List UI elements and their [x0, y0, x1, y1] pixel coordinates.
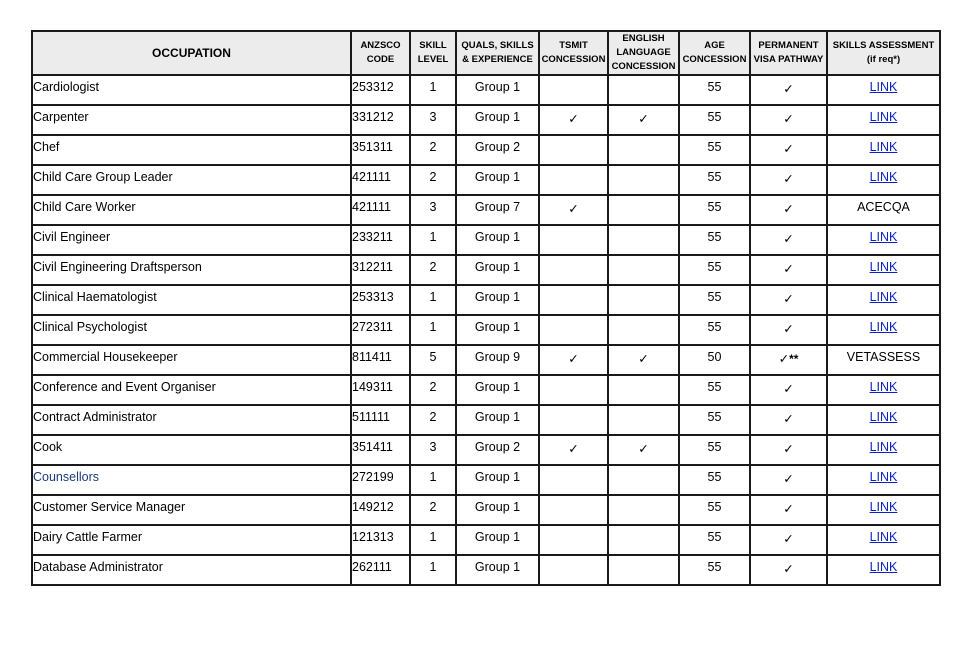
skills-assessment-link[interactable]: LINK	[869, 110, 898, 124]
skill-level-cell: 3	[410, 195, 456, 225]
pathway-check-icon: ✓	[783, 382, 794, 396]
quals-cell: Group 9	[456, 345, 539, 375]
pathway-check-icon: ✓	[783, 412, 794, 426]
tsmit-check-icon	[539, 405, 608, 435]
skill-level-cell: 1	[410, 525, 456, 555]
table-row	[32, 195, 940, 225]
quals-cell: Group 1	[456, 465, 539, 495]
occupation-name: Database Administrator	[33, 560, 163, 574]
pathway-cell	[750, 405, 827, 435]
skill-level-cell: 1	[410, 225, 456, 255]
table-row	[32, 555, 940, 585]
occupation-cell	[32, 345, 351, 375]
tsmit-check-icon	[539, 375, 608, 405]
table-row	[32, 165, 940, 195]
occupation-name: Carpenter	[33, 110, 89, 124]
header-permanent-visa-pathway: PERMANENT VISA PATHWAY	[750, 31, 827, 75]
skills-assessment-cell[interactable]	[827, 495, 940, 525]
english-check-icon	[608, 495, 679, 525]
anzsco-code-cell: 272199	[351, 465, 410, 495]
header-occupation: OCCUPATION	[32, 31, 351, 75]
age-concession-cell: 55	[679, 405, 750, 435]
occupation-cell	[32, 75, 351, 105]
english-check-icon	[608, 255, 679, 285]
pathway-cell	[750, 195, 827, 225]
pathway-cell	[750, 525, 827, 555]
header-age-concession: AGE CONCESSION	[679, 31, 750, 75]
pathway-cell	[750, 75, 827, 105]
occupation-link[interactable]: Counsellors	[33, 470, 100, 484]
pathway-check-icon: ✓	[783, 322, 794, 336]
skill-level-cell: 2	[410, 135, 456, 165]
skills-assessment-cell[interactable]	[827, 165, 940, 195]
age-concession-cell: 55	[679, 195, 750, 225]
skill-level-cell: 1	[410, 465, 456, 495]
skills-assessment-body: VETASSESS	[846, 350, 921, 364]
skills-assessment-link[interactable]: LINK	[869, 470, 898, 484]
table-row	[32, 315, 940, 345]
age-concession-cell: 55	[679, 75, 750, 105]
anzsco-code-cell: 253312	[351, 75, 410, 105]
occupation-name: Child Care Worker	[33, 200, 136, 214]
skills-assessment-cell	[827, 195, 940, 225]
occupation-name: Civil Engineering Draftsperson	[33, 260, 202, 274]
pathway-check-icon: ✓	[783, 142, 794, 156]
quals-cell: Group 1	[456, 315, 539, 345]
pathway-check-icon: ✓	[783, 82, 794, 96]
quals-cell: Group 1	[456, 495, 539, 525]
occupation-cell	[32, 555, 351, 585]
pathway-check-icon: ✓	[783, 232, 794, 246]
skills-assessment-link[interactable]: LINK	[869, 530, 898, 544]
anzsco-code-cell: 253313	[351, 285, 410, 315]
anzsco-code-cell: 149212	[351, 495, 410, 525]
pathway-check-icon: ✓	[783, 472, 794, 486]
anzsco-code-cell: 233211	[351, 225, 410, 255]
english-check-icon	[608, 285, 679, 315]
tsmit-check-icon	[539, 255, 608, 285]
anzsco-code-cell: 262111	[351, 555, 410, 585]
occupation-cell	[32, 405, 351, 435]
english-check-icon: ✓	[608, 105, 679, 135]
tsmit-check-icon	[539, 165, 608, 195]
skills-assessment-cell[interactable]	[827, 135, 940, 165]
skills-assessment-link[interactable]: LINK	[869, 560, 898, 574]
age-concession-cell: 55	[679, 225, 750, 255]
english-check-icon	[608, 555, 679, 585]
quals-cell: Group 1	[456, 555, 539, 585]
pathway-check-icon: ✓	[783, 442, 794, 456]
anzsco-code-cell: 331212	[351, 105, 410, 135]
occupation-cell	[32, 135, 351, 165]
occupation-cell	[32, 495, 351, 525]
age-concession-cell: 55	[679, 435, 750, 465]
age-concession-cell: 55	[679, 135, 750, 165]
occupation-cell	[32, 195, 351, 225]
skills-assessment-cell[interactable]	[827, 255, 940, 285]
skills-assessment-body: ACECQA	[857, 200, 910, 214]
table-row	[32, 75, 940, 105]
skill-level-cell: 2	[410, 375, 456, 405]
age-concession-cell: 55	[679, 105, 750, 135]
skills-assessment-link[interactable]: LINK	[869, 380, 898, 394]
skills-assessment-link[interactable]: LINK	[869, 80, 898, 94]
pathway-check-icon: ✓	[778, 352, 790, 366]
skills-assessment-cell[interactable]	[827, 465, 940, 495]
skill-level-cell: 3	[410, 105, 456, 135]
occupation-name: Clinical Haematologist	[33, 290, 157, 304]
skill-level-cell: 2	[410, 405, 456, 435]
table-row	[32, 405, 940, 435]
quals-cell: Group 2	[456, 435, 539, 465]
table-header	[32, 31, 940, 75]
skills-assessment-link[interactable]: LINK	[869, 410, 898, 424]
anzsco-code-cell: 351411	[351, 435, 410, 465]
pathway-check-icon: ✓	[783, 532, 794, 546]
anzsco-code-cell: 149311	[351, 375, 410, 405]
table-row	[32, 225, 940, 255]
pathway-cell	[750, 465, 827, 495]
table-row	[32, 105, 940, 135]
tsmit-check-icon: ✓	[539, 435, 608, 465]
occupation-cell	[32, 225, 351, 255]
pathway-check-icon: ✓	[783, 172, 794, 186]
tsmit-check-icon	[539, 525, 608, 555]
occupation-cell	[32, 105, 351, 135]
occupation-name: Contract Administrator	[33, 410, 157, 424]
tsmit-check-icon	[539, 555, 608, 585]
age-concession-cell: 55	[679, 255, 750, 285]
tsmit-check-icon: ✓	[539, 195, 608, 225]
tsmit-check-icon	[539, 225, 608, 255]
occupation-name: Cook	[33, 440, 63, 454]
skills-assessment-cell[interactable]	[827, 225, 940, 255]
pathway-cell	[750, 435, 827, 465]
skills-assessment-link[interactable]: LINK	[869, 320, 898, 334]
skills-assessment-cell[interactable]	[827, 435, 940, 465]
skill-level-cell: 2	[410, 495, 456, 525]
table-body	[32, 75, 940, 585]
age-concession-cell: 55	[679, 495, 750, 525]
skill-level-cell: 5	[410, 345, 456, 375]
english-check-icon	[608, 465, 679, 495]
table-row	[32, 525, 940, 555]
header-tsmit-concession: TSMIT CONCESSION	[539, 31, 608, 75]
anzsco-code-cell: 421111	[351, 165, 410, 195]
pathway-check-icon: ✓	[783, 562, 794, 576]
english-check-icon: ✓	[608, 345, 679, 375]
pathway-cell	[750, 255, 827, 285]
anzsco-code-cell: 811411	[351, 345, 410, 375]
occupation-name: Child Care Group Leader	[33, 170, 173, 184]
table-row	[32, 375, 940, 405]
occupation-cell	[32, 285, 351, 315]
header-skills-assessment: SKILLS ASSESSMENT (if req*)	[827, 31, 940, 75]
skill-level-cell: 1	[410, 315, 456, 345]
quals-cell: Group 2	[456, 135, 539, 165]
pathway-cell	[750, 345, 827, 375]
occupation-cell	[32, 525, 351, 555]
tsmit-check-icon	[539, 315, 608, 345]
tsmit-check-icon	[539, 75, 608, 105]
quals-cell: Group 1	[456, 255, 539, 285]
skills-assessment-link[interactable]: LINK	[869, 140, 898, 154]
age-concession-cell: 50	[679, 345, 750, 375]
quals-cell: Group 7	[456, 195, 539, 225]
quals-cell: Group 1	[456, 525, 539, 555]
pathway-check-icon: ✓	[783, 502, 794, 516]
anzsco-code-cell: 351311	[351, 135, 410, 165]
occupation-name: Cardiologist	[33, 80, 100, 94]
quals-cell: Group 1	[456, 75, 539, 105]
header-skill-level: SKILL LEVEL	[410, 31, 456, 75]
english-check-icon	[608, 405, 679, 435]
pathway-cell	[750, 315, 827, 345]
anzsco-code-cell: 272311	[351, 315, 410, 345]
header-row	[32, 31, 940, 75]
occupation-name: Dairy Cattle Farmer	[33, 530, 143, 544]
skills-assessment-cell[interactable]	[827, 105, 940, 135]
occupation-cell	[32, 255, 351, 285]
skill-level-cell: 1	[410, 555, 456, 585]
age-concession-cell: 55	[679, 525, 750, 555]
skills-assessment-cell[interactable]	[827, 555, 940, 585]
age-concession-cell: 55	[679, 375, 750, 405]
quals-cell: Group 1	[456, 105, 539, 135]
quals-cell: Group 1	[456, 405, 539, 435]
pathway-check-icon: ✓	[783, 202, 794, 216]
tsmit-check-icon	[539, 285, 608, 315]
occupation-name: Commercial Housekeeper	[33, 350, 178, 364]
table-row	[32, 465, 940, 495]
table-row	[32, 345, 940, 375]
tsmit-check-icon	[539, 135, 608, 165]
tsmit-check-icon	[539, 495, 608, 525]
skill-level-cell: 1	[410, 75, 456, 105]
tsmit-check-icon: ✓	[539, 345, 608, 375]
table-row	[32, 255, 940, 285]
occupation-cell	[32, 435, 351, 465]
quals-cell: Group 1	[456, 225, 539, 255]
table-row	[32, 435, 940, 465]
anzsco-code-cell: 312211	[351, 255, 410, 285]
pathway-cell	[750, 495, 827, 525]
anzsco-code-cell: 421111	[351, 195, 410, 225]
english-check-icon	[608, 135, 679, 165]
occupation-cell	[32, 375, 351, 405]
skills-assessment-cell[interactable]	[827, 375, 940, 405]
pathway-note: **	[789, 352, 799, 366]
tsmit-check-icon: ✓	[539, 105, 608, 135]
anzsco-code-cell: 511111	[351, 405, 410, 435]
occupation-name: Customer Service Manager	[33, 500, 186, 514]
header-anzsco-code: ANZSCO CODE	[351, 31, 410, 75]
english-check-icon	[608, 165, 679, 195]
occupation-name: Civil Engineer	[33, 230, 111, 244]
skills-assessment-cell[interactable]	[827, 405, 940, 435]
english-check-icon: ✓	[608, 435, 679, 465]
skill-level-cell: 2	[410, 255, 456, 285]
english-check-icon	[608, 195, 679, 225]
skills-assessment-cell[interactable]	[827, 75, 940, 105]
pathway-cell	[750, 375, 827, 405]
header-english-language-concession: ENGLISH LANGUAGE CONCESSION	[608, 31, 679, 75]
pathway-cell	[750, 105, 827, 135]
pathway-check-icon: ✓	[783, 262, 794, 276]
occupation-cell	[32, 315, 351, 345]
english-check-icon	[608, 75, 679, 105]
pathway-check-icon: ✓	[783, 292, 794, 306]
skill-level-cell: 1	[410, 285, 456, 315]
quals-cell: Group 1	[456, 375, 539, 405]
quals-cell: Group 1	[456, 165, 539, 195]
quals-cell: Group 1	[456, 285, 539, 315]
pathway-cell	[750, 135, 827, 165]
age-concession-cell: 55	[679, 465, 750, 495]
skill-level-cell: 2	[410, 165, 456, 195]
age-concession-cell: 55	[679, 555, 750, 585]
occupation-cell[interactable]	[32, 465, 351, 495]
skills-assessment-cell[interactable]	[827, 315, 940, 345]
skills-assessment-cell	[827, 345, 940, 375]
occupation-name: Conference and Event Organiser	[33, 380, 216, 394]
anzsco-code-cell: 121313	[351, 525, 410, 555]
age-concession-cell: 55	[679, 165, 750, 195]
english-check-icon	[608, 225, 679, 255]
pathway-check-icon: ✓	[783, 112, 794, 126]
pathway-cell	[750, 285, 827, 315]
skills-assessment-link[interactable]: LINK	[869, 290, 898, 304]
skills-assessment-cell[interactable]	[827, 285, 940, 315]
age-concession-cell: 55	[679, 285, 750, 315]
table-row	[32, 135, 940, 165]
pathway-cell	[750, 165, 827, 195]
table-row	[32, 495, 940, 525]
table-row	[32, 285, 940, 315]
skills-assessment-link[interactable]: LINK	[869, 170, 898, 184]
occupation-name: Chef	[33, 140, 60, 154]
occupation-table	[31, 30, 941, 586]
tsmit-check-icon	[539, 465, 608, 495]
skills-assessment-link[interactable]: LINK	[869, 260, 898, 274]
pathway-cell	[750, 225, 827, 255]
occupation-name: Clinical Psychologist	[33, 320, 147, 334]
occupation-cell	[32, 165, 351, 195]
skills-assessment-link[interactable]: LINK	[869, 500, 898, 514]
header-quals-skills-experience: QUALS, SKILLS & EXPERIENCE	[456, 31, 539, 75]
skill-level-cell: 3	[410, 435, 456, 465]
pathway-cell	[750, 555, 827, 585]
skills-assessment-link[interactable]: LINK	[869, 440, 898, 454]
skills-assessment-link[interactable]: LINK	[869, 230, 898, 244]
english-check-icon	[608, 525, 679, 555]
english-check-icon	[608, 375, 679, 405]
age-concession-cell: 55	[679, 315, 750, 345]
english-check-icon	[608, 315, 679, 345]
skills-assessment-cell[interactable]	[827, 525, 940, 555]
